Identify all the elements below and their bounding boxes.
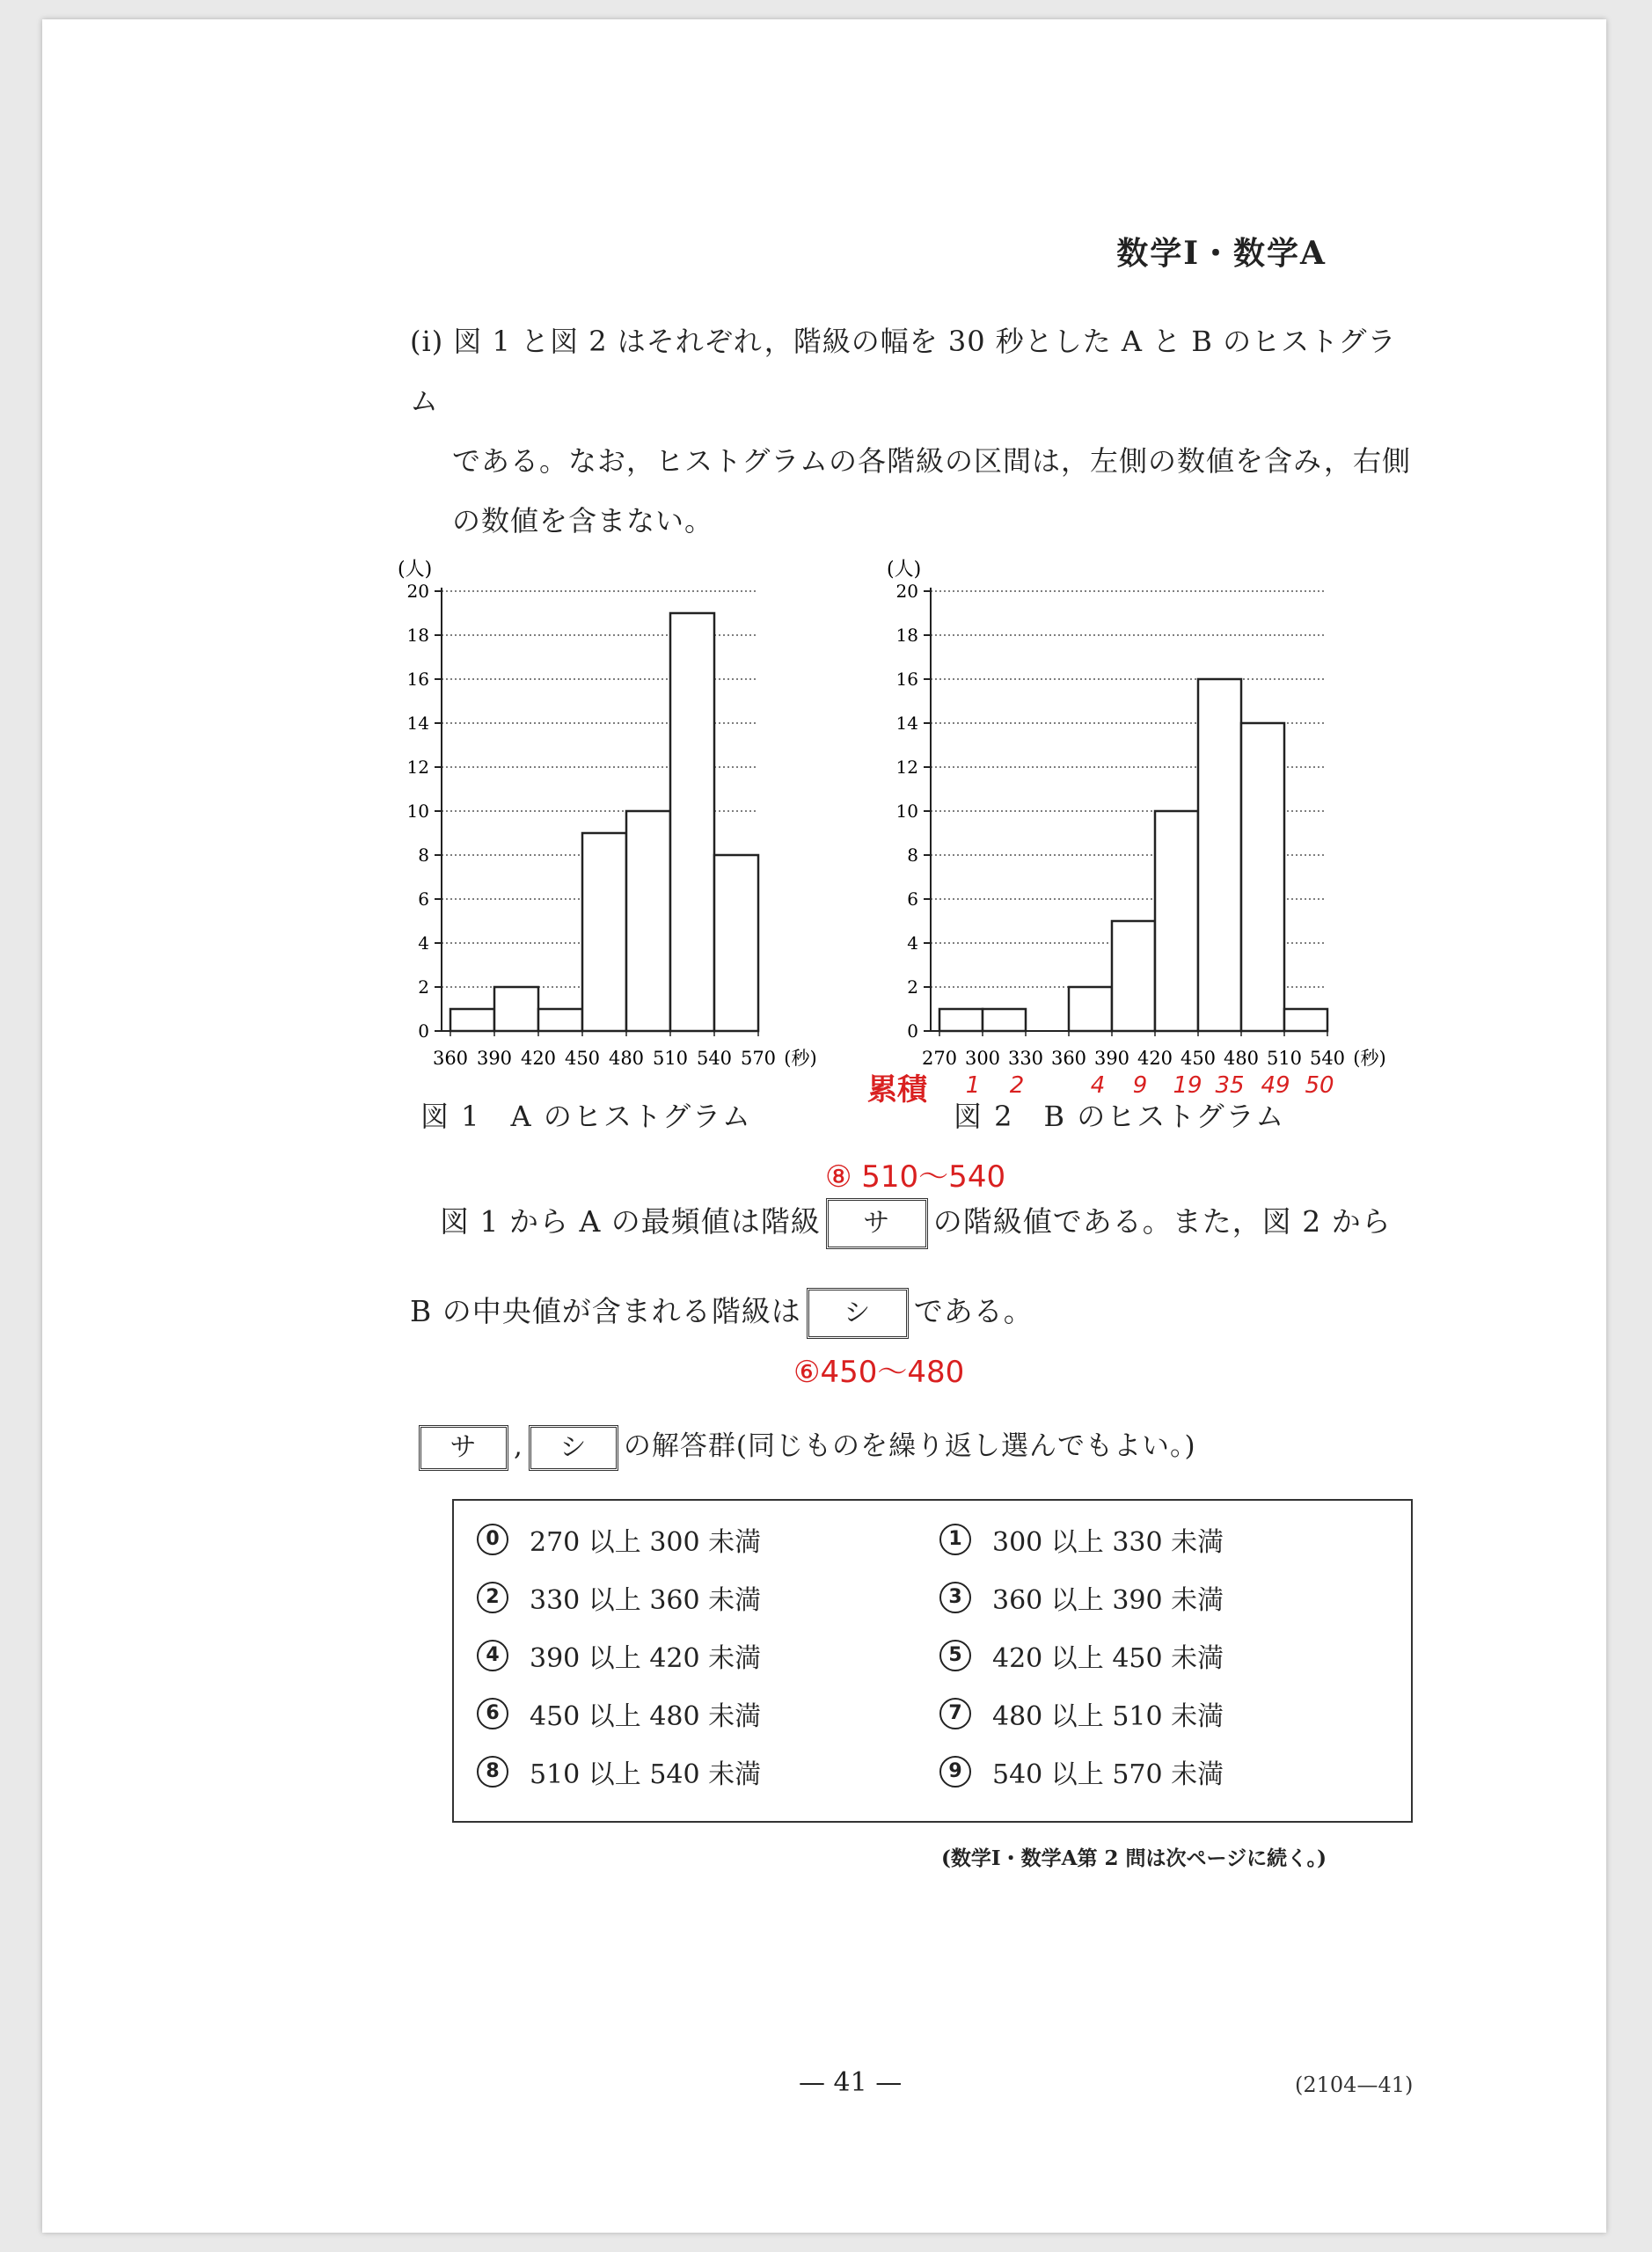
histogram-bar (1069, 987, 1112, 1031)
histogram-bar (714, 855, 758, 1031)
x-tick-label: 510 (652, 1048, 689, 1069)
intro-line-3: の数値を含まない。 (452, 504, 714, 537)
choice-text: 480 以上 510 未満 (992, 1701, 1224, 1732)
page-number: — 41 — (799, 2067, 903, 2098)
y-tick-label: 2 (907, 976, 918, 998)
choice-text: 540 以上 570 未満 (992, 1759, 1224, 1790)
y-tick-label: 12 (406, 757, 429, 778)
question-line-2 (410, 1288, 1034, 1339)
histogram-bar (1241, 723, 1284, 1031)
choice-text: 330 以上 360 未満 (530, 1585, 762, 1616)
handwritten-cumulative-value: 35 (1215, 1072, 1245, 1099)
choice-3[interactable] (939, 1578, 1224, 1617)
y-axis-label: (人) (398, 559, 433, 581)
x-axis-label: (秒) (784, 1048, 817, 1069)
y-tick-label: 10 (895, 801, 918, 822)
histogram-bar (538, 1009, 582, 1031)
intro-line-1: (i) 図 1 と図 2 はそれぞれ，階級の幅を 30 秒とした A と B のヒストグラム (410, 325, 1397, 418)
y-tick-label: 4 (907, 932, 918, 954)
y-tick-label: 18 (406, 625, 429, 646)
y-tick-label: 0 (418, 1020, 429, 1042)
choice-7[interactable] (939, 1694, 1224, 1733)
histogram-b-svg (822, 545, 1386, 1108)
choice-1[interactable] (939, 1520, 1224, 1559)
y-tick-label: 0 (907, 1020, 918, 1042)
choice-number-icon: 3 (939, 1582, 971, 1613)
paper-sheet (42, 19, 1606, 2233)
intro-paragraph (410, 311, 1413, 551)
choice-number-icon: 8 (477, 1756, 508, 1788)
choice-number-icon: 7 (939, 1698, 971, 1729)
x-tick-label: 510 (1266, 1048, 1303, 1069)
x-tick-label: 540 (696, 1048, 733, 1069)
y-tick-label: 20 (895, 581, 918, 602)
answer-group-text: の解答群(同じものを繰り返し選んでもよい。) (623, 1430, 1196, 1462)
handwritten-cumulative-value: 9 (1132, 1072, 1148, 1099)
x-tick-label: 270 (921, 1048, 958, 1069)
choice-8[interactable] (477, 1752, 761, 1791)
x-tick-label: 390 (1093, 1048, 1130, 1069)
y-tick-label: 6 (418, 888, 429, 910)
y-tick-label: 14 (406, 713, 429, 734)
y-axis-label: (人) (887, 559, 922, 581)
y-tick-label: 12 (895, 757, 918, 778)
y-tick-label: 8 (907, 844, 918, 866)
x-tick-label: 450 (1180, 1048, 1217, 1069)
x-tick-label: 360 (1050, 1048, 1087, 1069)
histogram-bar (1112, 921, 1155, 1031)
histogram-bar (1155, 811, 1198, 1031)
caption-figure-1: 図 1 A のヒストグラム (420, 1100, 752, 1133)
histogram-b (822, 545, 1386, 1108)
y-tick-label: 4 (418, 932, 429, 954)
y-tick-label: 8 (418, 844, 429, 866)
question-text-2b: である。 (913, 1294, 1034, 1328)
continuation-note: (数学Ⅰ・数学A第 2 問は次ページに続く。) (941, 1846, 1327, 1870)
handwritten-cumulative-value: 50 (1305, 1072, 1334, 1099)
histogram-a (333, 545, 825, 1073)
choice-0[interactable] (477, 1520, 761, 1559)
choice-text: 420 以上 450 未満 (992, 1643, 1224, 1674)
answer-box-separator: , (514, 1430, 523, 1462)
choice-6[interactable] (477, 1694, 761, 1733)
x-tick-label: 540 (1309, 1048, 1346, 1069)
choice-text: 360 以上 390 未満 (992, 1585, 1224, 1616)
answer-box-shi-label: シ (529, 1425, 618, 1471)
caption-figure-2: 図 2 B のヒストグラム (954, 1100, 1286, 1133)
y-tick-label: 20 (406, 581, 429, 602)
question-text-2a: B の中央値が含まれる階級は (410, 1294, 801, 1328)
choice-text: 390 以上 420 未満 (530, 1643, 762, 1674)
choice-text: 510 以上 540 未満 (530, 1759, 762, 1790)
y-tick-label: 10 (406, 801, 429, 822)
x-tick-label: 420 (1137, 1048, 1173, 1069)
handwritten-cumulative-value: 1 (965, 1072, 981, 1099)
histogram-bar (670, 613, 714, 1031)
handwritten-cumulative-value: 19 (1173, 1072, 1202, 1099)
question-text-1a: 図 1 から A の最頻値は階級 (440, 1204, 821, 1239)
x-tick-label: 450 (564, 1048, 601, 1069)
intro-line-2: である。なお，ヒストグラムの各階級の区間は，左側の数値を含み，右側 (452, 444, 1411, 478)
answer-box-sa[interactable]: サ (826, 1198, 928, 1249)
choice-number-icon: 6 (477, 1698, 508, 1729)
choice-4[interactable] (477, 1636, 761, 1675)
x-tick-label: 570 (740, 1048, 777, 1069)
handwritten-cumulative-value: 2 (1009, 1072, 1025, 1099)
choice-text: 450 以上 480 未満 (530, 1701, 762, 1732)
choice-number-icon: 5 (939, 1640, 971, 1671)
x-tick-label: 300 (964, 1048, 1001, 1069)
choice-number-icon: 2 (477, 1582, 508, 1613)
answer-box-shi[interactable]: シ (807, 1288, 909, 1339)
x-axis-label: (秒) (1353, 1048, 1386, 1069)
y-tick-label: 16 (895, 669, 918, 690)
histogram-bar (983, 1009, 1026, 1031)
answer-box-sa-label: サ (419, 1425, 508, 1471)
histogram-bar (582, 833, 626, 1031)
x-tick-label: 480 (1223, 1048, 1260, 1069)
histogram-bar (494, 987, 538, 1031)
y-tick-label: 14 (895, 713, 918, 734)
y-tick-label: 2 (418, 976, 429, 998)
histogram-bar (1284, 1009, 1327, 1031)
question-text-1b: の階級値である。また，図 2 から (932, 1204, 1392, 1239)
y-tick-label: 6 (907, 888, 918, 910)
y-tick-label: 18 (895, 625, 918, 646)
histogram-bar (939, 1009, 983, 1031)
x-tick-label: 390 (476, 1048, 513, 1069)
x-tick-label: 480 (608, 1048, 645, 1069)
x-tick-label: 420 (520, 1048, 557, 1069)
x-tick-label: 330 (1007, 1048, 1044, 1069)
choice-number-icon: 4 (477, 1640, 508, 1671)
page-header-title: 数学Ⅰ・数学A (1116, 235, 1327, 272)
x-tick-label: 360 (432, 1048, 469, 1069)
choice-number-icon: 9 (939, 1756, 971, 1788)
answer-choices-box (452, 1499, 1413, 1823)
answer-group-title (413, 1423, 1196, 1471)
histogram-bar (450, 1009, 494, 1031)
histogram-bar (626, 811, 670, 1031)
handwritten-cumulative-value: 4 (1090, 1072, 1106, 1099)
choice-number-icon: 0 (477, 1524, 508, 1555)
y-tick-label: 16 (406, 669, 429, 690)
choice-text: 300 以上 330 未満 (992, 1527, 1224, 1558)
handwritten-cumulative-value: 49 (1261, 1072, 1290, 1099)
choice-2[interactable] (477, 1578, 761, 1617)
handwritten-answer-sa: ⑧ 510～540 (825, 1159, 1006, 1195)
choice-text: 270 以上 300 未満 (530, 1527, 762, 1558)
question-line-1 (440, 1198, 1392, 1249)
choice-5[interactable] (939, 1636, 1224, 1675)
histogram-bar (1198, 679, 1241, 1031)
choice-number-icon: 1 (939, 1524, 971, 1555)
handwritten-answer-shi: ⑥450～480 (793, 1355, 965, 1390)
page-code: (2104—41) (1295, 2073, 1414, 2097)
histogram-a-svg (333, 545, 825, 1073)
handwritten-cumulative-label: 累積 (867, 1072, 927, 1108)
choice-9[interactable] (939, 1752, 1224, 1791)
